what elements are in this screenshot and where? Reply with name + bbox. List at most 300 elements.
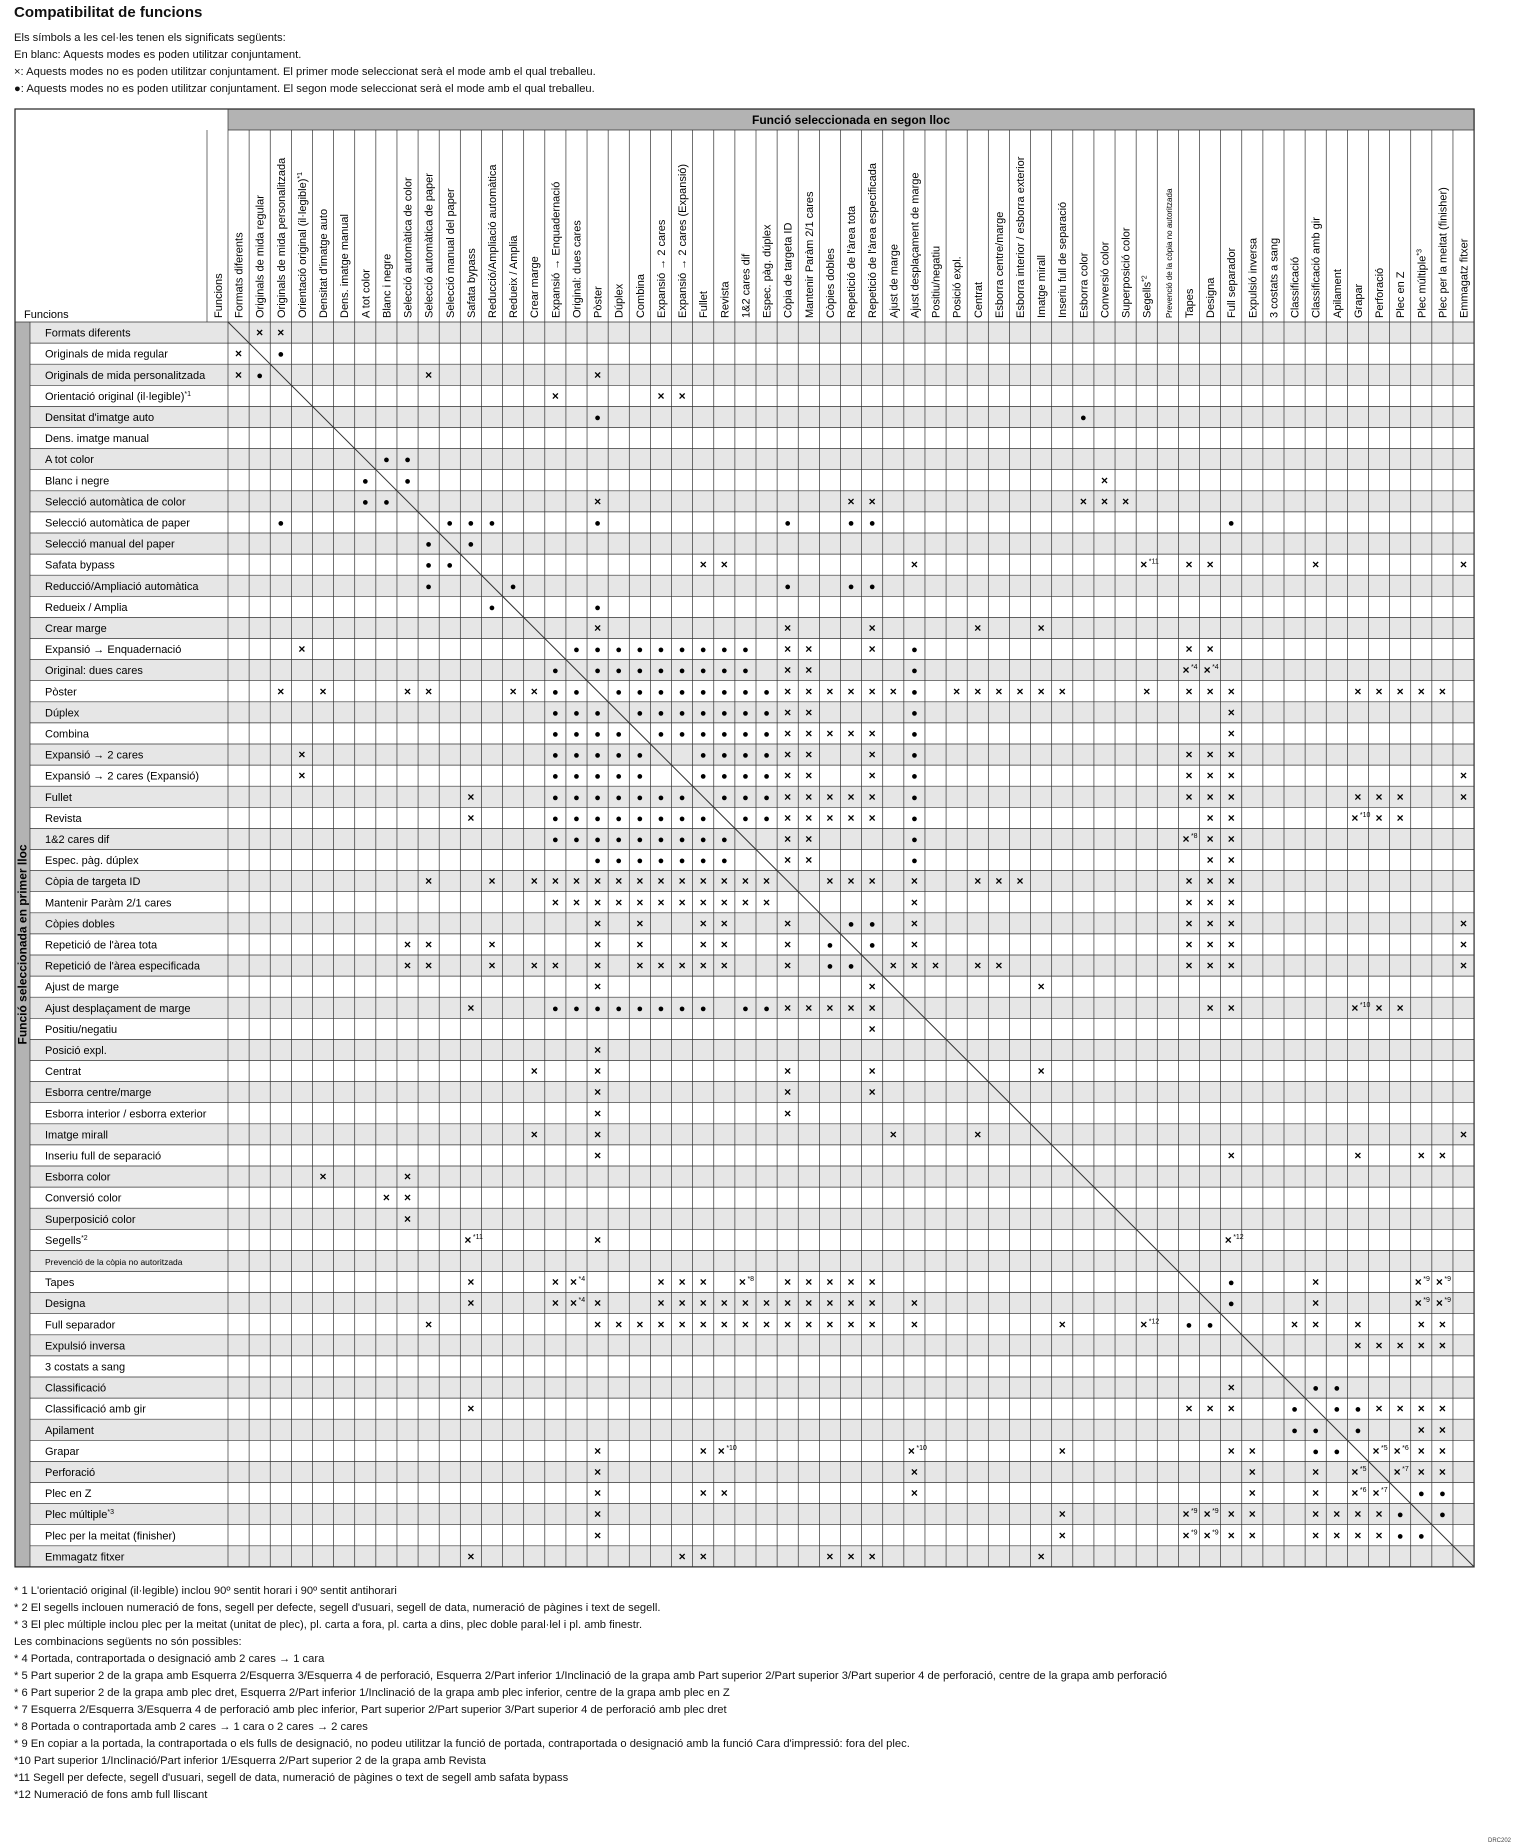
cross-mark: × — [298, 768, 306, 783]
cross-mark: × — [1227, 810, 1235, 825]
cross-mark: × — [784, 1064, 792, 1079]
dot-mark: ● — [636, 686, 644, 699]
dot-mark: ● — [1417, 1530, 1425, 1543]
dot-mark: ● — [404, 475, 411, 488]
cross-mark: × — [1185, 958, 1193, 973]
cross-mark: × — [1375, 789, 1383, 804]
row-band — [30, 491, 1474, 512]
mark-note: *9 — [1190, 1529, 1198, 1537]
column-label: Posició expl. — [951, 256, 964, 318]
dot-mark: ● — [552, 665, 559, 678]
row-label: Dens. imatge manual — [45, 433, 149, 446]
cross-mark: × — [1354, 1507, 1362, 1522]
cross-mark: × — [699, 1275, 707, 1290]
cross-mark: × — [868, 684, 876, 699]
dot-mark: ● — [699, 749, 707, 762]
cross-mark: × — [594, 1232, 602, 1247]
dot-mark: ● — [657, 855, 665, 868]
mark-note: *8 — [747, 1276, 755, 1284]
cross-mark: × — [868, 1021, 876, 1036]
cross-mark: × — [1206, 789, 1214, 804]
cross-mark: × — [1393, 1464, 1401, 1479]
legend-line: En blanc: Aquests modes es poden utilitzar conjuntament. — [14, 49, 302, 61]
cross-mark: × — [805, 853, 813, 868]
dot-mark: ● — [699, 770, 707, 783]
cross-mark: × — [594, 1486, 602, 1501]
mark-note: *12 — [1148, 1318, 1160, 1326]
cross-mark: × — [1206, 768, 1214, 783]
dot-mark: ● — [742, 644, 749, 657]
cross-mark: × — [784, 916, 792, 931]
cross-mark: × — [784, 1296, 792, 1311]
footnote: * 9 En copiar a la portada, la contraportada o els fulls de designació, no podeu utilitzar la funció de portada, contraportada o designació amb la funció Cara d'impressió: fora del plec. — [14, 1738, 910, 1750]
dot-mark: ● — [657, 791, 665, 804]
cross-mark: × — [572, 895, 580, 910]
row-label: Conversió color — [45, 1192, 122, 1205]
row-label: Blanc i negre — [45, 475, 110, 488]
cross-mark: × — [1438, 1443, 1446, 1458]
row-band — [30, 744, 1474, 765]
column-label: 3 costats a sang — [1268, 237, 1281, 318]
row-band — [30, 470, 1474, 491]
dot-mark: ● — [1396, 1509, 1404, 1522]
row-band — [30, 1483, 1474, 1504]
mark-note: *9 — [1423, 1276, 1430, 1284]
cross-mark: × — [784, 620, 792, 635]
row-band — [30, 976, 1474, 997]
dot-mark: ● — [1312, 1445, 1320, 1458]
column-label: Selecció automàtica de paper — [423, 173, 436, 318]
row-band — [30, 723, 1474, 744]
column-label: 1&2 cares dif — [740, 253, 753, 318]
cross-mark: × — [425, 1317, 433, 1332]
dot-mark: ● — [763, 728, 770, 741]
cross-mark: × — [1333, 1507, 1341, 1522]
dot-mark: ● — [615, 791, 623, 804]
cross-mark: × — [805, 768, 813, 783]
row-label: Crear marge — [45, 622, 107, 635]
dot-mark: ● — [277, 517, 285, 530]
cross-mark: × — [741, 1317, 749, 1332]
column-label: Densitat d'imatge auto — [318, 208, 331, 318]
row-band — [30, 512, 1474, 533]
cross-mark: × — [910, 874, 918, 889]
cross-mark: × — [1438, 1317, 1446, 1332]
dot-mark: ● — [467, 538, 475, 551]
cross-mark: × — [699, 916, 707, 931]
row-note: *3 — [107, 1509, 114, 1517]
column-label: Expansió → 2 cares (Expansió) — [677, 163, 690, 318]
dot-mark: ● — [763, 770, 770, 783]
cross-mark: × — [594, 367, 602, 382]
top-header-label: Funció seleccionada en segon lloc — [752, 113, 951, 127]
footnote: * 5 Part superior 2 de la grapa amb Esquerra 2/Esquerra 3/Esquerra 4 de perforació, Esquerra 2/Part inferior 1/Inclinació de la grapa amb Part superior 2/Part superior 3/Part superior 4 de perforació, centre de la grapa amb perforació — [14, 1670, 1167, 1682]
cross-mark: × — [657, 388, 665, 403]
column-label: Expansió → Enquadernació — [550, 181, 563, 318]
cross-mark: × — [1417, 1401, 1425, 1416]
footnotes — [14, 1583, 1167, 1804]
cross-mark: × — [995, 874, 1003, 889]
cross-mark: × — [1333, 1528, 1341, 1543]
cross-mark: × — [910, 916, 918, 931]
row-label: Espec. pàg. dúplex — [45, 855, 139, 868]
cross-mark: × — [826, 1317, 834, 1332]
cross-mark: × — [826, 1296, 834, 1311]
cross-mark: × — [678, 1317, 686, 1332]
cross-mark: × — [907, 1443, 915, 1458]
dot-mark: ● — [911, 791, 918, 804]
row-band — [30, 554, 1474, 575]
cross-mark: × — [530, 684, 538, 699]
cross-mark: × — [868, 768, 876, 783]
row-label: Expansió → Enquadernació — [45, 644, 182, 657]
dot-mark: ● — [1185, 1319, 1193, 1332]
dot-mark: ● — [678, 665, 686, 678]
cross-mark: × — [1312, 1275, 1320, 1290]
dot-mark: ● — [678, 1002, 686, 1015]
column-label: Centrat — [972, 281, 985, 318]
row-label: Classificació — [45, 1382, 107, 1395]
column-label: Safata bypass — [465, 248, 478, 318]
dot-mark: ● — [720, 665, 728, 678]
cross-mark: × — [467, 1549, 475, 1564]
cross-mark: × — [594, 1443, 602, 1458]
cross-mark: × — [277, 325, 285, 340]
cross-mark: × — [594, 1106, 602, 1121]
dot-mark: ● — [573, 644, 580, 657]
cross-mark: × — [1438, 684, 1446, 699]
cross-mark: × — [298, 747, 306, 762]
cross-mark: × — [530, 958, 538, 973]
row-label: Redueix / Amplia — [45, 601, 128, 614]
cross-mark: × — [868, 1085, 876, 1100]
cross-mark: × — [868, 620, 876, 635]
dot-mark: ● — [383, 496, 390, 509]
dot-mark: ● — [594, 665, 601, 678]
cross-mark: × — [1037, 1064, 1045, 1079]
side-header-label: Funció seleccionada en primer lloc — [15, 844, 30, 1045]
cross-mark: × — [784, 684, 792, 699]
dot-mark: ● — [699, 855, 707, 868]
cross-mark: × — [868, 747, 876, 762]
mark-note: *5 — [1359, 1465, 1367, 1473]
cross-mark: × — [404, 1169, 412, 1184]
cross-mark: × — [1206, 557, 1214, 572]
row-label: Selecció manual del paper — [45, 538, 175, 551]
cross-mark: × — [784, 853, 792, 868]
dot-mark: ● — [383, 454, 390, 467]
column-label: Còpia de targeta ID — [782, 222, 795, 318]
cross-mark: × — [1248, 1528, 1256, 1543]
cross-mark: × — [678, 1275, 686, 1290]
row-label: Designa — [45, 1298, 86, 1311]
dot-mark: ● — [1417, 1488, 1425, 1501]
row-band — [30, 1335, 1474, 1356]
dot-mark: ● — [615, 686, 623, 699]
row-label: Posició expl. — [45, 1044, 107, 1057]
cross-mark: × — [594, 979, 602, 994]
cross-mark: × — [1372, 1443, 1380, 1458]
dot-mark: ● — [425, 580, 432, 593]
cross-mark: × — [910, 895, 918, 910]
dot-mark: ● — [615, 644, 623, 657]
column-label: Selecció manual del paper — [444, 188, 457, 318]
dot-mark: ● — [1312, 1382, 1320, 1395]
dot-mark: ● — [720, 855, 728, 868]
cross-mark: × — [1206, 747, 1214, 762]
dot-mark: ● — [636, 665, 644, 678]
cross-mark: × — [1414, 1296, 1422, 1311]
dot-mark: ● — [1227, 1298, 1235, 1311]
cross-mark: × — [1227, 1443, 1235, 1458]
cross-mark: × — [1227, 831, 1235, 846]
column-label: Classificació amb gir — [1310, 217, 1323, 318]
row-label: Grapar — [45, 1445, 80, 1458]
column-label: Pòster — [592, 286, 605, 318]
cross-mark: × — [784, 937, 792, 952]
cross-mark: × — [594, 1042, 602, 1057]
cross-mark: × — [678, 958, 686, 973]
dot-mark: ● — [911, 728, 918, 741]
row-label: Prevenció de la còpia no autoritzada — [45, 1256, 183, 1267]
dot-mark: ● — [636, 1002, 644, 1015]
legend-line: ●: Aquests modes no es poden utilitzar conjuntament. El segon mode seleccionat serà el mode amb el qual treballeu. — [14, 83, 595, 95]
cross-mark: × — [594, 1148, 602, 1163]
footnote: *11 Segell per defecte, segell d'usuari, segell de data, numeració de pàgines o text de segell amb safata bypass — [14, 1772, 569, 1784]
dot-mark: ● — [784, 517, 792, 530]
dot-mark: ● — [425, 538, 432, 551]
row-band — [30, 1461, 1474, 1482]
cross-mark: × — [1037, 979, 1045, 994]
cross-mark: × — [488, 937, 496, 952]
cross-mark: × — [868, 810, 876, 825]
row-label: Safata bypass — [45, 559, 115, 572]
row-label: Dúplex — [45, 707, 80, 720]
row-label: 1&2 cares dif — [45, 833, 110, 846]
cross-mark: × — [1182, 1507, 1190, 1522]
cross-mark: × — [551, 388, 559, 403]
row-label: Segells$^{*2}$ — [45, 1234, 88, 1247]
cross-mark: × — [1312, 1464, 1320, 1479]
cross-mark: × — [868, 1549, 876, 1564]
cross-mark: × — [1227, 684, 1235, 699]
dot-mark: ● — [678, 644, 686, 657]
dot-mark: ● — [657, 707, 665, 720]
cross-mark: × — [847, 874, 855, 889]
dot-mark: ● — [763, 749, 770, 762]
cross-mark: × — [805, 747, 813, 762]
column-label: Selecció automàtica de color — [402, 177, 415, 318]
dot-mark: ● — [594, 833, 601, 846]
column-label: Originals de mida personalitzada — [275, 157, 288, 318]
cross-mark: × — [805, 705, 813, 720]
cross-mark: × — [594, 1317, 602, 1332]
cross-mark: × — [594, 937, 602, 952]
cross-mark: × — [636, 874, 644, 889]
cross-mark: × — [1375, 1338, 1383, 1353]
dot-mark: ● — [699, 812, 707, 825]
cross-mark: × — [1354, 1317, 1362, 1332]
cross-mark: × — [1227, 853, 1235, 868]
dot-mark: ● — [552, 1002, 559, 1015]
cross-mark: × — [1206, 853, 1214, 868]
cross-mark: × — [1037, 1549, 1045, 1564]
cross-mark: × — [1037, 684, 1045, 699]
dot-mark: ● — [594, 791, 601, 804]
cross-mark: × — [1375, 810, 1383, 825]
row-band — [30, 892, 1474, 913]
legend-line: Els símbols a les cel·les tenen els significats següents: — [14, 32, 286, 44]
cross-mark: × — [594, 916, 602, 931]
cross-mark: × — [636, 1317, 644, 1332]
dot-mark: ● — [699, 665, 707, 678]
cross-mark: × — [551, 1296, 559, 1311]
column-label: Emmagatz fitxer — [1458, 238, 1471, 318]
row-band — [30, 1187, 1474, 1208]
cross-mark: × — [1460, 1127, 1468, 1142]
row-label: Originals de mida regular — [45, 348, 168, 361]
dot-mark: ● — [1312, 1424, 1320, 1437]
cross-mark: × — [784, 1085, 792, 1100]
cross-mark: × — [889, 1127, 897, 1142]
mark-note: *10 — [916, 1444, 927, 1452]
column-label: Esborra centre/marge — [993, 211, 1006, 318]
dot-mark: ● — [594, 728, 601, 741]
mark-note: *7 — [1381, 1487, 1388, 1495]
footnote: * 8 Portada o contraportada amb 2 cares → 1 cara o 2 cares → 2 cares — [14, 1721, 368, 1733]
row-band — [30, 997, 1474, 1018]
cross-mark: × — [953, 684, 961, 699]
cross-mark: × — [910, 958, 918, 973]
dot-mark: ● — [1291, 1403, 1298, 1416]
dot-mark: ● — [594, 1002, 601, 1015]
dot-mark: ● — [488, 517, 496, 530]
cross-mark: × — [847, 1000, 855, 1015]
page-title: Compatibilitat de funcions — [14, 4, 203, 21]
row-band — [30, 1208, 1474, 1229]
column-label: A tot color — [360, 269, 373, 318]
cross-mark: × — [1227, 1507, 1235, 1522]
dot-mark: ● — [573, 812, 580, 825]
cross-mark: × — [1203, 663, 1211, 678]
column-label: Imatge mirall — [1036, 255, 1049, 318]
cross-mark: × — [763, 1296, 771, 1311]
dot-mark: ● — [594, 855, 601, 868]
cross-mark: × — [784, 747, 792, 762]
cross-mark: × — [1460, 916, 1468, 931]
row-label: Combina — [45, 728, 90, 741]
row-label: Positiu/negatiu — [45, 1023, 118, 1036]
dot-mark: ● — [742, 728, 749, 741]
dot-mark: ● — [911, 665, 918, 678]
row-label: Reducció/Ampliació automàtica — [45, 580, 199, 593]
cross-mark: × — [826, 1000, 834, 1015]
cross-mark: × — [889, 684, 897, 699]
dot-mark: ● — [1439, 1488, 1446, 1501]
cross-mark: × — [636, 958, 644, 973]
cross-mark: × — [594, 1464, 602, 1479]
cross-mark: × — [404, 684, 412, 699]
dot-mark: ● — [256, 369, 264, 382]
cross-mark: × — [784, 726, 792, 741]
column-label: Original: dues cares — [571, 220, 584, 318]
row-label: Imatge mirall — [45, 1129, 108, 1142]
row-band — [30, 596, 1474, 617]
row-band — [30, 385, 1474, 406]
column-label: Superposició color — [1120, 227, 1133, 318]
cross-mark: × — [1351, 810, 1359, 825]
row-label: Còpia de targeta ID — [45, 876, 141, 889]
cross-mark: × — [868, 494, 876, 509]
cross-mark: × — [551, 1275, 559, 1290]
cross-mark: × — [319, 1169, 327, 1184]
mark-note: *10 — [1359, 1001, 1371, 1009]
dot-mark: ● — [361, 475, 369, 488]
cross-mark: × — [784, 663, 792, 678]
cross-mark: × — [1414, 1275, 1422, 1290]
row-note: *2 — [81, 1234, 88, 1242]
row-label: Centrat — [45, 1066, 82, 1079]
dot-mark: ● — [911, 686, 918, 699]
cross-mark: × — [847, 810, 855, 825]
dot-mark: ● — [742, 770, 749, 783]
cross-mark: × — [805, 831, 813, 846]
cross-mark: × — [1185, 1401, 1193, 1416]
cross-mark: × — [1206, 810, 1214, 825]
cross-mark: × — [636, 916, 644, 931]
cross-mark: × — [1206, 916, 1214, 931]
cross-mark: × — [805, 726, 813, 741]
cross-mark: × — [298, 642, 306, 657]
dot-mark: ● — [594, 812, 601, 825]
dot-mark: ● — [742, 791, 749, 804]
cross-mark: × — [868, 642, 876, 657]
dot-mark: ● — [657, 665, 665, 678]
dot-mark: ● — [1333, 1403, 1341, 1416]
cross-mark: × — [1248, 1507, 1256, 1522]
cross-mark: × — [1058, 1507, 1066, 1522]
row-label: Densitat d'imatge auto — [45, 411, 155, 424]
dot-mark: ● — [552, 686, 559, 699]
mark-note: *9 — [1444, 1276, 1452, 1284]
dot-mark: ● — [742, 749, 749, 762]
cross-mark: × — [1396, 684, 1404, 699]
row-label: Esborra interior / esborra exterior — [45, 1108, 207, 1121]
cross-mark: × — [805, 810, 813, 825]
dot-mark: ● — [699, 644, 707, 657]
column-label: Apilament — [1331, 269, 1344, 318]
cross-mark: × — [717, 1443, 725, 1458]
cross-mark: × — [569, 1275, 577, 1290]
footnote: * 6 Part superior 2 de la grapa amb plec dret, Esquerra 2/Part inferior 1/Inclinació de la grapa amb plec inferior, centre de la grapa amb plec en Z — [14, 1687, 730, 1699]
cross-mark: × — [1396, 810, 1404, 825]
mark-note: *4 — [578, 1276, 586, 1284]
dot-mark: ● — [1333, 1445, 1341, 1458]
cross-mark: × — [1203, 1507, 1211, 1522]
column-label: Revista — [719, 281, 732, 318]
dot-mark: ● — [552, 812, 559, 825]
cross-mark: × — [1396, 1401, 1404, 1416]
row-band — [30, 1356, 1474, 1377]
cross-mark: × — [467, 1000, 475, 1015]
cross-mark: × — [826, 810, 834, 825]
cross-mark: × — [699, 1549, 707, 1564]
dot-mark: ● — [615, 770, 623, 783]
cross-mark: × — [847, 1275, 855, 1290]
cross-mark: × — [1182, 831, 1190, 846]
cross-mark: × — [1435, 1296, 1443, 1311]
dot-mark: ● — [552, 728, 559, 741]
